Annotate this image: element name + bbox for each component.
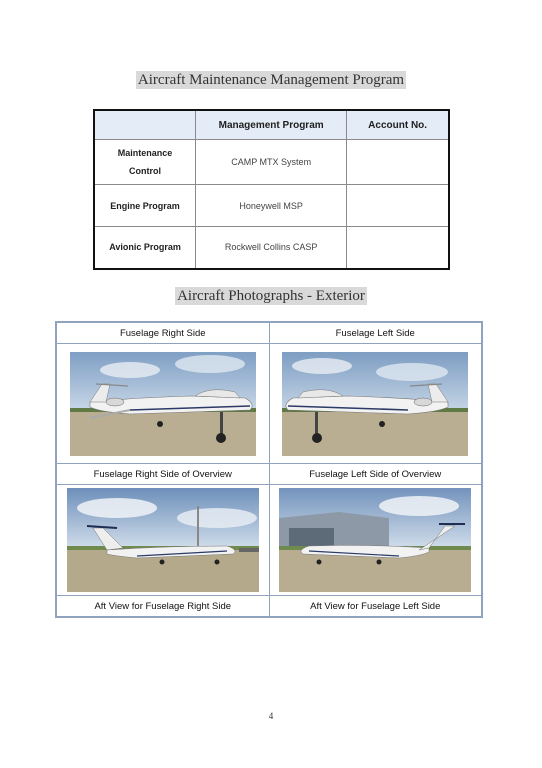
caption-fuselage-left-side-overview: Fuselage Left Side of Overview: [269, 464, 482, 485]
photo-cell: [56, 485, 269, 596]
aircraft-photos-table: [55, 321, 483, 618]
row-label-engine-program: Engine Program: [94, 185, 196, 227]
header-management-program: Management Program: [196, 110, 347, 140]
photo-row: [56, 344, 482, 464]
management-program-table: [93, 109, 450, 270]
management-section-title: Aircraft Maintenance Management Program: [137, 72, 405, 88]
program-value: CAMP MTX System: [196, 140, 347, 185]
aircraft-left-side-photo: [282, 352, 468, 456]
table-row: [94, 185, 449, 227]
aircraft-right-side-photo: [70, 352, 256, 456]
caption-row: [56, 596, 482, 618]
account-value: [347, 185, 449, 227]
account-value: [347, 227, 449, 269]
program-value: Rockwell Collins CASP: [196, 227, 347, 269]
table-row: [94, 140, 449, 185]
aircraft-left-overview-photo: [279, 488, 471, 592]
caption-fuselage-left-side: Fuselage Left Side: [269, 322, 482, 344]
photographs-section-title: Aircraft Photographs - Exterior: [177, 288, 365, 304]
aircraft-right-overview-photo: [67, 488, 259, 592]
photo-cell: [56, 344, 269, 464]
photo-row: [56, 485, 482, 596]
table-row: [94, 227, 449, 269]
caption-fuselage-right-side-overview: Fuselage Right Side of Overview: [56, 464, 269, 485]
program-value: Honeywell MSP: [196, 185, 347, 227]
caption-row: [56, 464, 482, 485]
photo-cell: [269, 485, 482, 596]
row-label-maintenance-control: [94, 140, 196, 185]
account-value: [347, 140, 449, 185]
row-label-line: Maintenance: [117, 148, 173, 158]
caption-row: [56, 322, 482, 344]
row-label-avionic-program: Avionic Program: [94, 227, 196, 269]
caption-aft-view-left: Aft View for Fuselage Left Side: [269, 596, 482, 618]
caption-aft-view-right: Aft View for Fuselage Right Side: [56, 596, 269, 618]
header-account-no: Account No.: [347, 110, 449, 140]
page-number: 4: [268, 711, 274, 721]
row-label-line: Control: [129, 166, 162, 176]
header-empty-cell: [94, 110, 196, 140]
photo-cell: [269, 344, 482, 464]
table-header-row: [94, 110, 449, 140]
caption-fuselage-right-side: Fuselage Right Side: [56, 322, 269, 344]
